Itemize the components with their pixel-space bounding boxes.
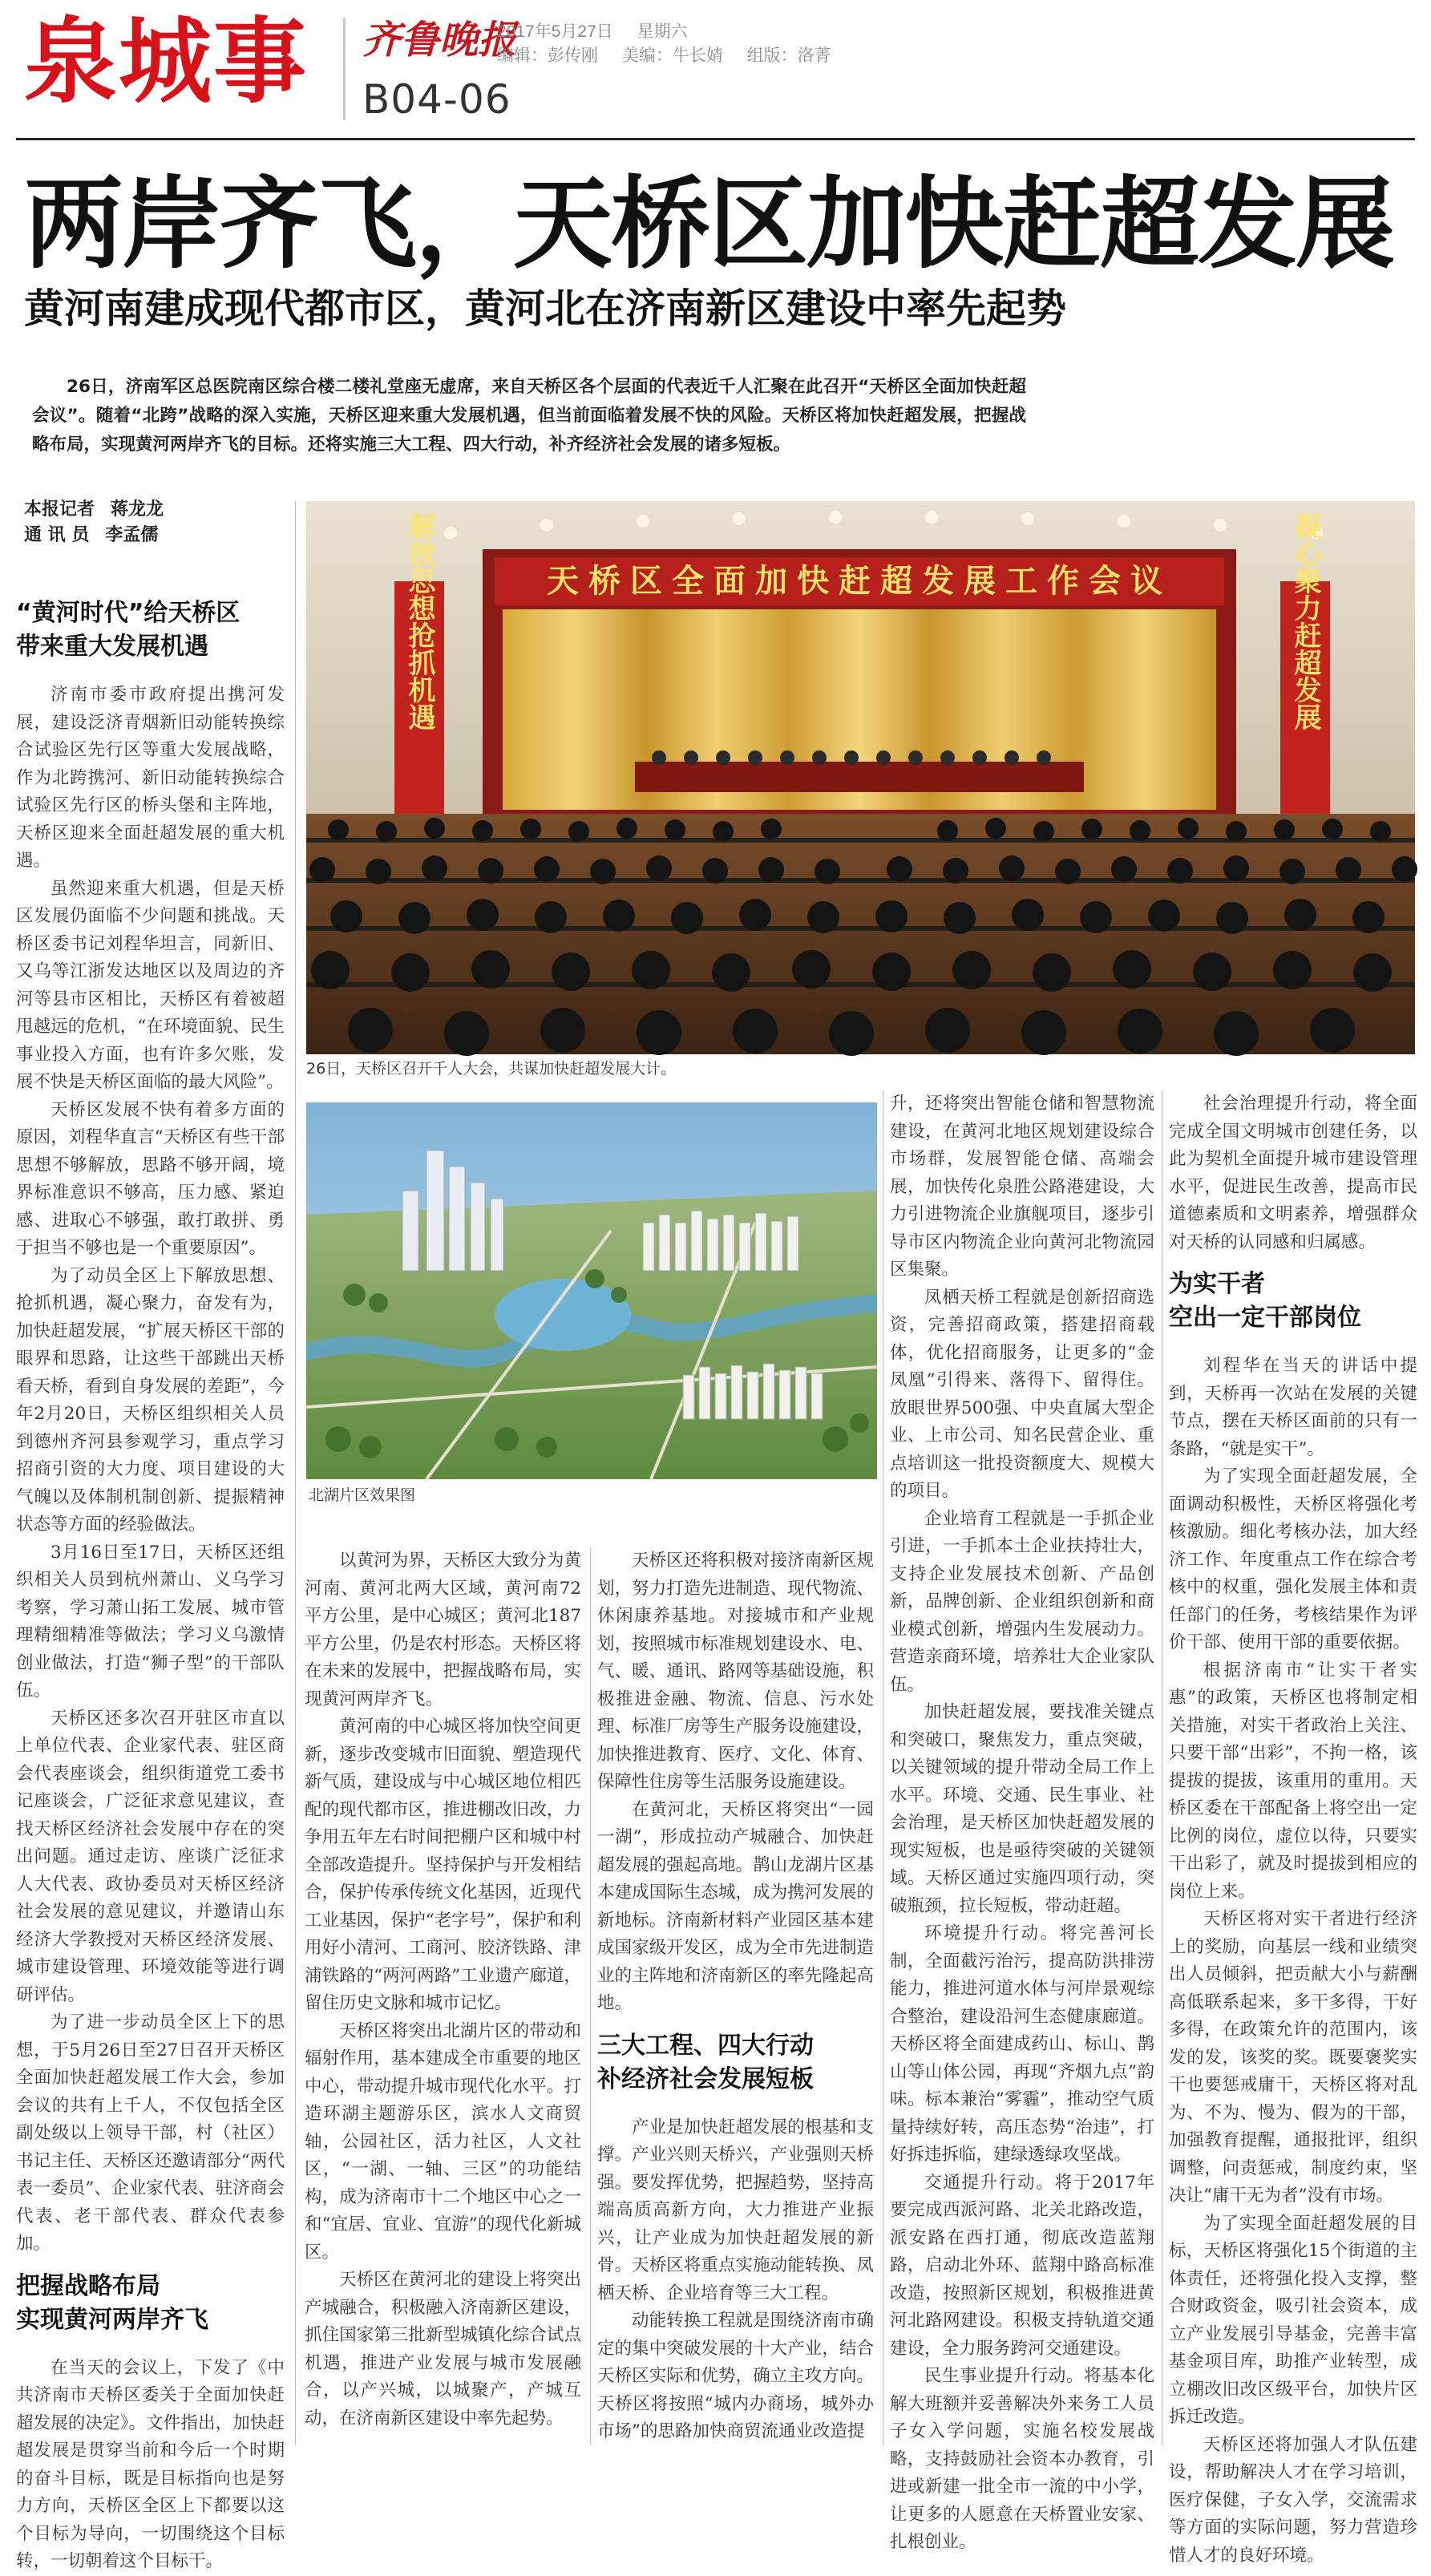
- paragraph: 为了实现全面赶超发展，全面调动积极性，天桥区将强化考核激励。细化考核办法，加大经济工作、年度重点工作在综合考核中的权重，强化发展主体和责任部门的任务，考核结果作为评价干部、使用干部的重要依据。: [1169, 1466, 1417, 1652]
- paragraph: 3月16日至17日，天桥区还组织相关人员到杭州萧山、义乌学习考察，学习萧山拓工发展、城市管理精细精准等做法；学习义乌激情创业做法，打造“狮子型”的干部队伍。: [16, 1542, 285, 1700]
- article-lead: 26日，济南军区总医院南区综合楼二楼礼堂座无虚席，来自天桥区各个层面的代表近千人汇聚在此召开“天桥区全面加快赶超会议”。随着“北跨”战略的深入实施，天桥区迎来重大发展机遇，但当前面临着发展不快的风险。天桥区将加快赶超发展，把握战略布局，实现黄河两岸齐飞的目标。还将实施三大工程、四大行动，补齐经济社会发展的诸多短板。: [32, 377, 1026, 455]
- paragraph: 在黄河北，天桥区将突出“一园一湖”，形成拉动产城融合、加快赶超发展的强起高地。鹊山龙湖片区基本建成国际生态城，成为携河发展的新地标。济南新材料产业园区基本建成国家级开发区，成为全市先进制造业的主阵地和济南新区的率先隆起高地。: [597, 1799, 874, 2013]
- paragraph: 天桥区还将积极对接济南新区规划，努力打造先进制造、现代物流、休闲康养基地。对接城市和产业规划，按照城市标准规划建设水、电、气、暖、通讯、路网等基础设施，积极推进金融、物流、信息、污水处理、标准厂房等生产服务设施建设，加快推进教育、医疗、文化、体育、保障性住房等生活服务设施建设。: [597, 1551, 874, 1792]
- article-headline: 两岸齐飞，天桥区加快赶超发展: [24, 167, 1394, 282]
- masthead-rule: [16, 138, 1415, 140]
- designer-credit: 美编：牛长婧: [621, 47, 723, 65]
- meeting-hall-illustration: [306, 501, 1415, 1054]
- paragraph: 交通提升行动。将于2017年要完成西派河路、北关北路改造，派安路在西打通，彻底改造蓝翔路，启动北外环、蓝翔中路高标准改造，按照新区规划，积极推进黄河北路网建设。积极支持轨道交通建设，全力服务跨河交通建设。: [890, 2172, 1154, 2359]
- paragraph: 在当天的会议上，下发了《中共济南市天桥区委关于全面加快赶超发展的决定》。文件指出，加快赶超发展是贯穿当前和今后一个时期的奋斗目标，既是目标指向也是努力方向，天桥区全区上下都要以这个目标为导向，一切围绕这个目标转，一切朝着这个目标干。: [16, 2357, 285, 2571]
- paragraph: 为了进一步动员全区上下的思想，于5月26日至27日召开天桥区全面加快赶超发展工作大会，参加会议的共有上千人，不仅包括全区副处级以上领导干部，村（社区）书记主任、天桥区还邀请部分“两代表一委员”、企业家代表、驻济商会代表、老干部代表、群众代表参加。: [16, 2012, 285, 2254]
- reporter-line: [24, 497, 164, 523]
- paragraph: 天桥区在黄河北的建设上将突出产城融合，积极融入济南新区建设，抓住国家第三批新型城镇化综合试点机遇，推进产业发展与城市发展融合，以产兴城，以城聚产，产城互动，在济南新区建设中率先起势。: [305, 2270, 581, 2428]
- reporter-label: 本报记者: [24, 499, 95, 520]
- stage-banner: 天桥区全面加快赶超发展工作会议: [547, 563, 1172, 600]
- column-rule: [590, 1547, 591, 2445]
- paragraph: 虽然迎来重大机遇，但是天桥区发展仍面临不少问题和挑战。天桥区委书记刘程华坦言，同新旧、又乌等江浙发达地区以及周边的齐河等县市区相比，天桥区有着被超甩越远的危机，“在环境面貌、民生事业投入方面，也有许多欠账，发展不快是天桥区面临的最大风险”。: [16, 878, 285, 1092]
- north-lake-district-illustration: [306, 1102, 877, 1479]
- paragraph: 黄河南的中心城区将加快空间更新，逐步改变城市旧面貌、塑造现代新气质，建设成与中心城区地位相匹配的现代都市区，推进棚改旧改，力争用五年左右时间把棚户区和城中村全部改造提升。坚持保护与开发相结合，保护传承传统文化基因，近现代工业基因，保护“老字号”，保护和利用好小清河、工商河、胶济铁路、津浦铁路的“两河两路”工业遗产廊道，留住历史文脉和城市记忆。: [305, 1717, 581, 2013]
- correspondent-label: 通 讯 员: [24, 525, 90, 545]
- paragraph: 为了动员全区上下解放思想、抢抓机遇，凝心聚力，奋发有为，加快赶超发展，“扩展天桥区干部的眼界和思路，让这些干部跳出天桥看天桥，看到自身发展的差距”，今年2月20日，天桥区组织相关人员到德州齐河县参观学习，重点学习招商引资的大力度、项目建设的大气魄以及体制机制创新、提振精神状态等方面的经验做法。: [16, 1265, 285, 1535]
- correspondent-name: 李孟儒: [105, 525, 159, 545]
- paragraph: 天桥区将对实干者进行经济上的奖励，向基层一线和业绩突出人员倾斜，把贡献大小与薪酬高低联系起来，多干多得，干好多得，在政策允许的范围内，该发的发，该奖的奖。既要褒奖实干也要惩戒庸干，天桥区将对乱为、不为、慢为、假为的干部，加强教育提醒，通报批评，组织调整，问责惩戒，制度约束，坚决让“庸干无为者”没有市场。: [1169, 1909, 1417, 2206]
- issue-date: 2017年5月27日: [497, 22, 613, 41]
- meeting-photo-caption: 26日，天桥区召开千人大会，共谋加快赶超发展大计。: [306, 1060, 677, 1078]
- article-column-2: [305, 1547, 581, 2445]
- paragraph: 民生事业提升行动。将基本化解大班额并妥善解决外来务工人员子女入学问题，实施名校发展战略，支持鼓励社会资本办教育，引进或新建一批全市一流的中小学，让更多的人愿意在天桥置业安家、扎根创业。: [890, 2366, 1154, 2552]
- section-heading-4: 为实干者 空出一定干部岗位: [1169, 1270, 1361, 1332]
- paragraph: 环境提升行动。将完善河长制，全面截污治污，提高防洪排涝能力，推进河道水体与河岸景观综合整治，建设沿河生态健康廊道。天桥区将全面建成药山、标山、鹊山等山体公园，再现“齐烟九点”韵味。标本兼治“雾霾”，推动空气质量持续好转，高压态势“治违”，打好拆违拆临，建绿透绿攻坚战。: [890, 1923, 1154, 2165]
- paragraph: 企业培育工程就是一手抓企业引进，一手抓本土企业扶持壮大，支持企业发展技术创新、产品创新，品牌创新、企业组织创新和商业模式创新，增强内生发展动力。营造亲商环境，培养壮大企业家队伍。: [890, 1508, 1154, 1695]
- editor-credit: 编辑：彭传刚: [497, 47, 598, 65]
- paragraph: 动能转换工程就是围绕济南市确定的集中突破发展的十大产业，结合天桥区实际和优势，确立主攻方向。天桥区将按照“城内办商场，城外办市场”的思路加快商贸流通业改造提: [597, 2311, 874, 2441]
- column-rule: [295, 501, 296, 2445]
- left-vertical-banner: 解放思想抢抓机遇: [403, 512, 435, 730]
- issue-weekday: 星期六: [637, 22, 688, 41]
- newspaper-logo: 齐鲁晚报: [362, 18, 517, 63]
- paragraph: 升，还将突出智能仓储和智慧物流建设，在黄河北地区规划建设综合市场群，发展智能仓储、高端会展，加快传化泉胜公路港建设，大力引进物流企业旗舰项目，逐步引导市区内物流企业向黄河北物流园区集聚。: [890, 1094, 1154, 1280]
- paragraph: 根据济南市“让实干者实惠”的政策，天桥区也将制定相关措施，对实干者政治上关注、只要干部“出彩”，不拘一格，该提拔的提拔，该重用的重用。天桥区委在干部配备上将空出一定比例的岗位，虚位以待，只要实干出彩了，就及时提拔到相应的岗位上来。: [1169, 1660, 1417, 1902]
- paragraph: 以黄河为界，天桥区大致分为黄河南、黄河北两大区域，黄河南72平方公里，是中心城区；黄河北187平方公里，仍是农村形态。天桥区将在未来的发展中，把握战略布局，实现黄河两岸齐飞。: [305, 1551, 581, 1709]
- paragraph: 加快赶超发展，要找准关键点和突破口，聚焦发力，重点突破，以关键领域的提升带动全局工作上水平。环境、交通、民生事业、社会治理，是天桥区加快赶超发展的现实短板，也是亟待突破的关键领域。天桥区通过实施四项行动，突破瓶颈，拉长短板，带动赶超。: [890, 1702, 1154, 1916]
- section-heading-3: 三大工程、四大行动 补经济社会发展短板: [597, 2031, 814, 2093]
- byline: [24, 497, 164, 548]
- paragraph: 产业是加快赶超发展的根基和支撑。产业兴则天桥兴，产业强则天桥强。要发挥优势，把握趋势，坚持高端高质高新方向，大力推进产业振兴，让产业成为加快赶超发展的新骨。天桥区将重点实施动能转换、凤栖天桥、企业培育等三大工程。: [597, 2117, 874, 2303]
- masthead: [0, 0, 1431, 132]
- paragraph: 济南市委市政府提出携河发展，建设泛济青烟新旧动能转换综合试验区先行区等重大发展战略，作为北跨携河、新旧动能转换综合试验区先行区的桥头堡和主阵地，天桥区迎来全面赶超发展的重大机遇。: [16, 685, 285, 871]
- correspondent-line: [24, 523, 164, 548]
- issue-date-line: [497, 21, 707, 43]
- proofreader-credit: 组版：洛菁: [746, 47, 831, 65]
- paragraph: 社会治理提升行动，将全面完成全国文明城市创建任务，以此为契机全面提升城市建设管理水平，促进民生改善，提高市民道德素质和文明素养，增强群众对天桥的认同感和归属感。: [1169, 1094, 1417, 1252]
- section-heading-2: 把握战略布局 实现黄河两岸齐飞: [16, 2271, 208, 2334]
- section-title: 泉城事: [24, 8, 308, 116]
- page-code: B04-06: [362, 76, 511, 123]
- article-column-5: [1169, 1090, 1417, 2566]
- section-heading-1: “黄河时代”给天桥区 带来重大发展机遇: [16, 599, 241, 661]
- paragraph: 凤栖天桥工程就是创新招商选资，完善招商政策，搭建招商载体，优化招商服务，让更多的“金凤凰”引得来、落得下、留得住。放眼世界500强、中央直属大型企业、上市公司、知名民营企业、重点培训这一批投资额度大、规模大的项目。: [890, 1287, 1154, 1501]
- paragraph: 天桥区发展不快有着多方面的原因，刘程华直言“天桥区有些干部思想不够解放，思路不够开阔，境界标准意识不够高，压力感、紧迫感、进取心不够强，敢打敢拼、勇于担当不够也是一个重要原因”。: [16, 1099, 285, 1258]
- aerial-rendering: [306, 1102, 877, 1479]
- aerial-rendering-caption: 北湖片区效果图: [309, 1486, 416, 1504]
- masthead-divider: [343, 18, 346, 120]
- paragraph: 天桥区还将加强人才队伍建设，帮助解决人才在学习培训，医疗保健，子女入学，交流需求等方面的实际问题，努力营造珍惜人才的良好环境。: [1169, 2434, 1417, 2566]
- article-column-1: [16, 585, 285, 2571]
- right-vertical-banner: 凝心聚力赶超发展: [1289, 512, 1321, 730]
- paragraph: 天桥区将突出北湖片区的带动和辐射作用，基本建成全市重要的地区中心，带动提升城市现代化水平。打造环湖主题游乐区，滨水人文商贸轴，公园社区，活力社区，人文社区，“一湖、一轴、三区”的功能结构，成为济南市十二个地区中心之一和“宜居、宜业、宜游”的现代化新城区。: [305, 2020, 581, 2263]
- paragraph: 天桥区还多次召开驻区市直以上单位代表、企业家代表、驻区商会代表座谈会，组织街道党工委书记座谈会，广泛征求意见建议，查找天桥区经济社会发展中存在的突出问题。通过走访、座谈广泛征求人大代表、政协委员对天桥区经济社会发展的意见建议，并邀请山东经济大学教授对天桥区经济发展、城市建设管理、环境效能等进行调研评估。: [16, 1708, 285, 2005]
- article-subhead: 黄河南建成现代都市区，黄河北在济南新区建设中率先起势: [24, 285, 1066, 332]
- article-column-4: [890, 1090, 1154, 2552]
- staff-credits: [497, 45, 851, 67]
- paragraph: 为了实现全面赶超发展的目标，天桥区将强化15个街道的主体责任，还将强化投入支撑，整合财政资金，吸引社会资本，成立产业发展引导基金，完善丰富基金项目库，助推产业转型，成立棚改旧改区级平台，加快片区拆迁改造。: [1169, 2213, 1417, 2427]
- paragraph: 刘程华在当天的讲话中提到，天桥再一次站在发展的关键节点，摆在天桥区面前的只有一条路，“就是实干”。: [1169, 1356, 1417, 1459]
- reporter-name: 蒋龙龙: [111, 499, 164, 520]
- article-column-3: [597, 1547, 874, 2445]
- meeting-photo: [306, 501, 1415, 1054]
